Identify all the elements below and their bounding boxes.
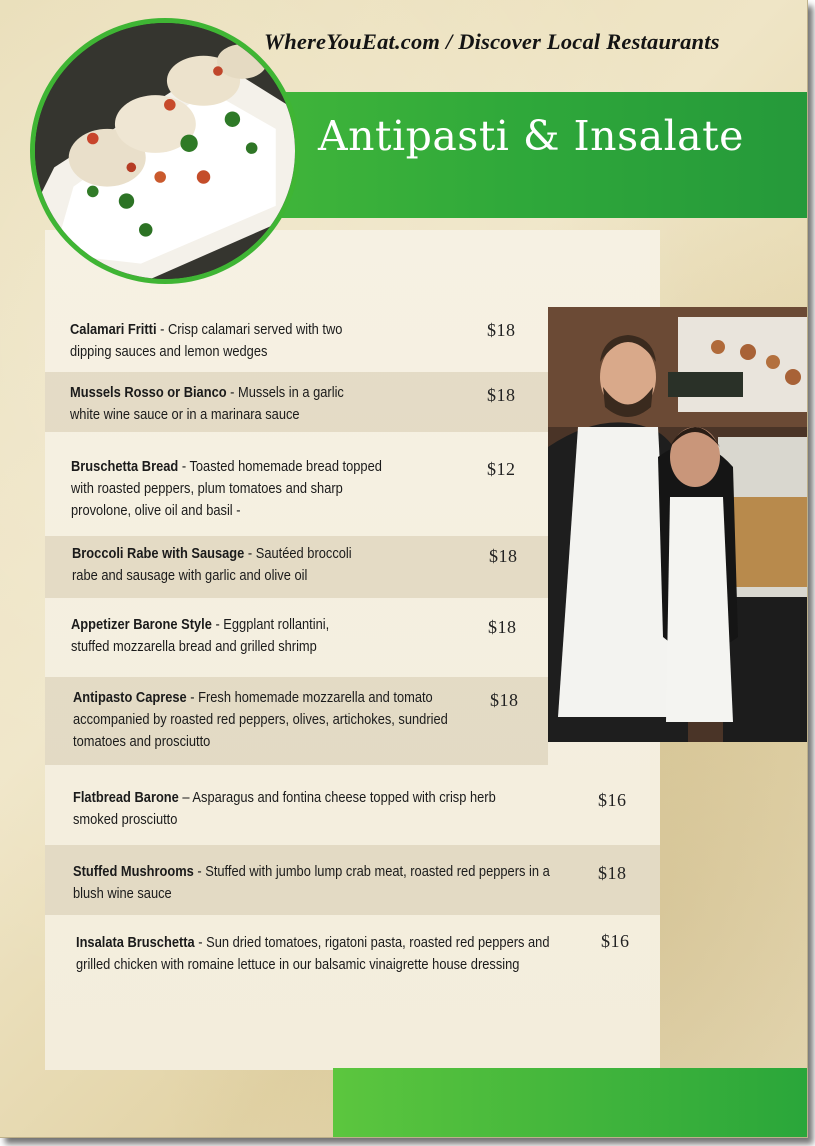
menu-item-name: Appetizer Barone Style <box>71 617 212 633</box>
menu-item-price: $18 <box>489 546 518 566</box>
menu-item-details: - Stuffed with jumbo lump crab meat, roasted red peppers in a blush wine sauce <box>73 864 550 902</box>
menu-item-name: Calamari Fritti <box>70 322 157 338</box>
menu-item-description <box>72 543 374 587</box>
menu-item-price: $18 <box>487 320 516 340</box>
footer-banner <box>333 1068 808 1138</box>
menu-item-price: $12 <box>487 459 516 479</box>
menu-item-description <box>71 614 368 658</box>
menu-item-details: – Asparagus and fontina cheese topped with crisp herb smoked prosciutto <box>73 790 496 828</box>
scallops-photo <box>30 18 300 284</box>
menu-item-name: Broccoli Rabe with Sausage <box>72 546 245 562</box>
menu-item-details: - Toasted homemade bread topped with roasted peppers, plum tomatoes and sharp provolone, olive oil and basil - <box>71 459 382 519</box>
menu-item-details: - Sautéed broccoli rabe and sausage with garlic and olive oil <box>72 546 352 584</box>
menu-item-description <box>73 861 573 905</box>
menu-item-price: $18 <box>598 863 627 883</box>
menu-item-price: $18 <box>488 617 517 637</box>
site-title[interactable]: WhereYouEat.com / Discover Local Restaurants <box>264 29 720 54</box>
menu-item-name: Stuffed Mushrooms <box>73 864 194 880</box>
menu-item-details: - Sun dried tomatoes, rigatoni pasta, roasted red peppers and grilled chicken with romaine lettuce in our balsamic vinaigrette house dressing <box>76 935 550 973</box>
chefs-photo <box>548 307 807 742</box>
menu-item-description <box>73 687 460 753</box>
menu-item-description <box>73 787 541 831</box>
menu-item-description <box>70 382 345 426</box>
menu-item-description <box>70 319 345 363</box>
menu-item-price: $16 <box>598 790 627 810</box>
menu-item-price: $18 <box>490 690 519 710</box>
menu-item-name: Bruschetta Bread <box>71 459 179 475</box>
menu-item-details: - Fresh homemade mozzarella and tomato accompanied by roasted red peppers, olives, artichokes, sundried tomatoes and prosciutto <box>73 690 448 750</box>
menu-item-name: Flatbread Barone <box>73 790 179 806</box>
menu-item-price: $18 <box>487 385 516 405</box>
menu-item-details: - Mussels in a garlic white wine sauce or in a marinara sauce <box>70 385 344 423</box>
menu-item-details: - Crisp calamari served with two dipping sauces and lemon wedges <box>70 322 343 360</box>
menu-item-details: - Eggplant rollantini, stuffed mozzarella bread and grilled shrimp <box>71 617 330 655</box>
menu-item-name: Insalata Bruschetta <box>76 935 195 951</box>
menu-item-name: Antipasto Caprese <box>73 690 187 706</box>
menu-item-description <box>76 932 553 976</box>
section-title: Antipasti & Insalate <box>318 112 744 160</box>
menu-item-name: Mussels Rosso or Bianco <box>70 385 227 401</box>
menu-item-price: $16 <box>601 931 630 951</box>
menu-item-description <box>71 456 402 522</box>
